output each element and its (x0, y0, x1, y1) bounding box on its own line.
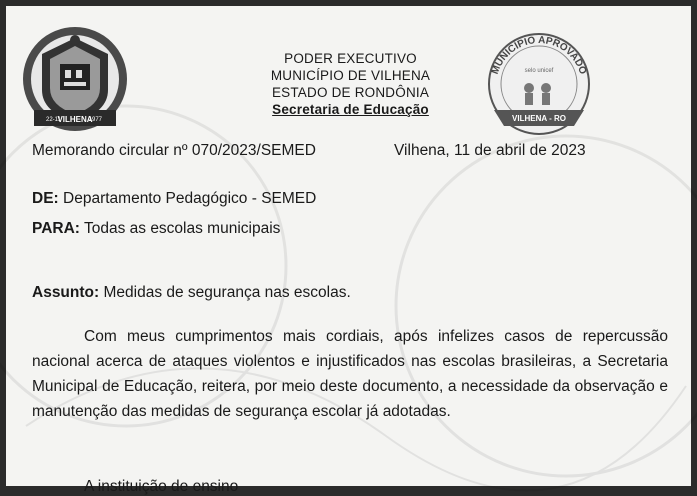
body-paragraph-2-start: A instituição de ensino (84, 478, 239, 495)
memo-number: Memorando circular nº 070/2023/SEMED (32, 142, 316, 159)
subject-label: Assunto: (32, 284, 100, 301)
from-line (32, 190, 316, 208)
header-estado: ESTADO DE RONDÔNIA (271, 85, 430, 100)
to-label: PARA: (32, 220, 80, 237)
seal-right-bottom-text: VILHENA - RO (512, 114, 566, 123)
memo-body (32, 324, 668, 424)
seal-right-top-text: MUNICÍPIO APROVADO (489, 34, 589, 76)
to-line (32, 220, 280, 238)
seal-left-year-left: 22-11 (46, 117, 61, 123)
seal-right-mid-text: selo unicef (524, 68, 554, 74)
seal-left-year-right: 1977 (88, 117, 102, 123)
to-value: Todas as escolas municipais (83, 220, 281, 237)
body-paragraph-1: Com meus cumprimentos mais cordiais, após infelizes casos de repercussão nacional acerca de ataques violentos e injustificados nas escolas brasileiras, a Secretaria Municipal de Educação, reitera, por meio deste documento, a necessidade da observação e manutenção das medidas de segurança escolar já adotadas. (32, 328, 668, 420)
from-label: DE: (32, 190, 59, 207)
subject-value: Medidas de segurança nas escolas. (103, 284, 351, 301)
document-page (6, 6, 691, 495)
header-municipio: MUNICÍPIO DE VILHENA (270, 68, 431, 83)
subject-line (32, 284, 351, 302)
header-poder-executivo: PODER EXECUTIVO (284, 51, 417, 66)
seal-left-name: VILHENA (57, 115, 93, 124)
memo-date: Vilhena, 11 de abril de 2023 (394, 142, 586, 159)
header-secretaria: Secretaria de Educação (272, 102, 429, 117)
from-value: Departamento Pedagógico - SEMED (63, 190, 317, 207)
unicef-seal (474, 26, 604, 138)
